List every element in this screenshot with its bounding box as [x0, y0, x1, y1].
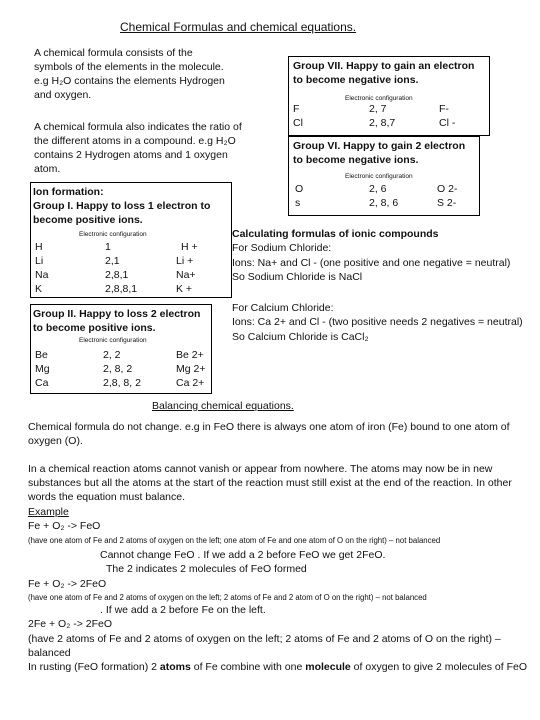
final-molecule: molecule	[305, 661, 351, 673]
group6-ion: S 2-	[437, 197, 457, 209]
group1-row: Na	[35, 269, 49, 281]
group2-heading: Group II. Happy to loss 2 electron to become positive ions.	[33, 308, 201, 334]
group6-heading: Group VI. Happy to gain 2 electron to become negative ions.	[293, 140, 466, 166]
group2-row: Mg	[35, 363, 50, 375]
group1-config: 2,8,8,1	[105, 283, 138, 295]
group7-config: 2, 8,7	[369, 117, 396, 129]
example-label: Example	[28, 506, 69, 518]
group1-heading: Group I. Happy to loss 1 electron to become positive ions.	[33, 200, 211, 226]
group6-row: O	[295, 183, 304, 195]
group1-row: Li	[35, 255, 44, 267]
group6-ion: O 2-	[437, 183, 458, 195]
group7-config: 2, 7	[369, 103, 387, 115]
group2-row: Be	[35, 349, 48, 361]
group7-row: F	[293, 103, 300, 115]
group1-ion: K +	[176, 283, 193, 295]
group1-config: 2,8,1	[105, 269, 129, 281]
final-atoms: atoms	[159, 661, 191, 673]
equation-2-text: . If we add a 2 before Fe on the left.	[100, 604, 266, 616]
group6-box	[288, 136, 480, 216]
group7-ion: F-	[439, 103, 449, 115]
group1-config-label: Electronic configuration	[79, 231, 147, 238]
intro-paragraph-1: A chemical formula consists of the symbols of the elements in the molecule. e.g H₂O contains the elements Hydrogen and oxygen.	[34, 47, 225, 101]
group7-ion: Cl -	[439, 117, 456, 129]
group2-config: 2, 2	[103, 349, 121, 361]
group2-ion: Ca 2+	[176, 377, 205, 389]
group7-heading: Group VII. Happy to gain an electron to become negative ions.	[293, 60, 475, 86]
final-text-c: of Fe combine with one	[190, 661, 306, 673]
nacl-line-3: So Sodium Chloride is NaCl	[232, 271, 363, 283]
equation-1-text-a: Cannot change FeO . If we add a 2 before FeO we get 2FeO.	[100, 549, 386, 561]
group1-box	[30, 182, 232, 298]
equation-3: 2Fe + O₂ -> 2FeO	[28, 618, 113, 630]
final-text-a: In rusting (FeO formation) 2	[28, 661, 160, 673]
group2-row: Ca	[35, 377, 49, 389]
group2-ion: Mg 2+	[176, 363, 206, 375]
group1-config: 1	[105, 241, 111, 253]
nacl-line-1: For Sodium Chloride:	[232, 242, 332, 254]
equation-2-note: (have one atom of Fe and 2 atoms of oxygen on the left; 2 atoms of Fe and 2 atom of O on the right) – not balanced	[28, 593, 427, 602]
group7-box	[288, 56, 490, 136]
final-paragraph	[28, 660, 528, 674]
group2-config-label: Electronic configuration	[79, 337, 147, 344]
group7-row: Cl	[293, 117, 303, 129]
group2-ion: Be 2+	[176, 349, 204, 361]
ion-formation-heading: Ion formation:	[33, 186, 104, 198]
group6-row: s	[295, 197, 301, 209]
page-title: Chemical Formulas and chemical equations.	[120, 20, 357, 34]
equation-2: Fe + O₂ -> 2FeO	[28, 578, 107, 590]
group6-config-label: Electronic configuration	[345, 173, 413, 180]
equation-1-note: (have one atom of Fe and 2 atoms of oxygen on the left; one atom of Fe and one atom of O on the right) – not balanced	[28, 536, 441, 545]
nacl-line-2: Ions: Na+ and Cl - (one positive and one negative = neutral)	[232, 257, 511, 269]
ionic-heading: Calculating formulas of ionic compounds	[232, 228, 439, 240]
cacl-line-1: For Calcium Chloride:	[232, 302, 334, 314]
group1-row: K	[35, 283, 43, 295]
group2-config: 2,8, 8, 2	[103, 377, 141, 389]
balancing-paragraph-1: Chemical formula do not change. e.g in FeO there is always one atom of iron (Fe) bound to one atom of oxygen (O).	[28, 421, 510, 447]
cacl-line-2: Ions: Ca 2+ and Cl - (two positive needs 2 negatives = neutral)	[232, 316, 523, 328]
group2-box	[30, 304, 212, 394]
equation-1-text-b: The 2 indicates 2 molecules of FeO formed	[106, 563, 307, 575]
balancing-heading: Balancing chemical equations.	[152, 400, 294, 412]
intro-paragraph-2: A chemical formula also indicates the ratio of the different atoms in a compound. e.g H₂O contains 2 Hydrogen atoms and 1 oxygen atom.	[34, 121, 242, 175]
group1-ion: H +	[181, 241, 198, 253]
equation-1: Fe + O₂ -> FeO	[28, 520, 101, 532]
group2-config: 2, 8, 2	[103, 363, 133, 375]
equation-3-note: (have 2 atoms of Fe and 2 atoms of oxygen on the left; 2 atoms of Fe and 2 atoms of O on the right) –balanced	[28, 633, 501, 659]
final-text-e: of oxygen to give 2 molecules of FeO	[350, 661, 528, 673]
balancing-paragraph-2: In a chemical reaction atoms cannot vanish or appear from nowhere. The atoms may now be in new substances but all the atoms at the start of the reaction must still exist at the end of the reaction. In other words the equation must balance.	[28, 463, 512, 503]
group1-config: 2,1	[105, 255, 120, 267]
group7-config-label: Electronic configuration	[345, 95, 413, 102]
group1-row: H	[35, 241, 43, 253]
group1-ion: Li +	[176, 255, 194, 267]
cacl-line-3: So Calcium Chloride is CaCl₂	[232, 331, 369, 343]
group1-ion: Na+	[176, 269, 196, 281]
group6-config: 2, 8, 6	[369, 197, 399, 209]
group6-config: 2, 6	[369, 183, 387, 195]
